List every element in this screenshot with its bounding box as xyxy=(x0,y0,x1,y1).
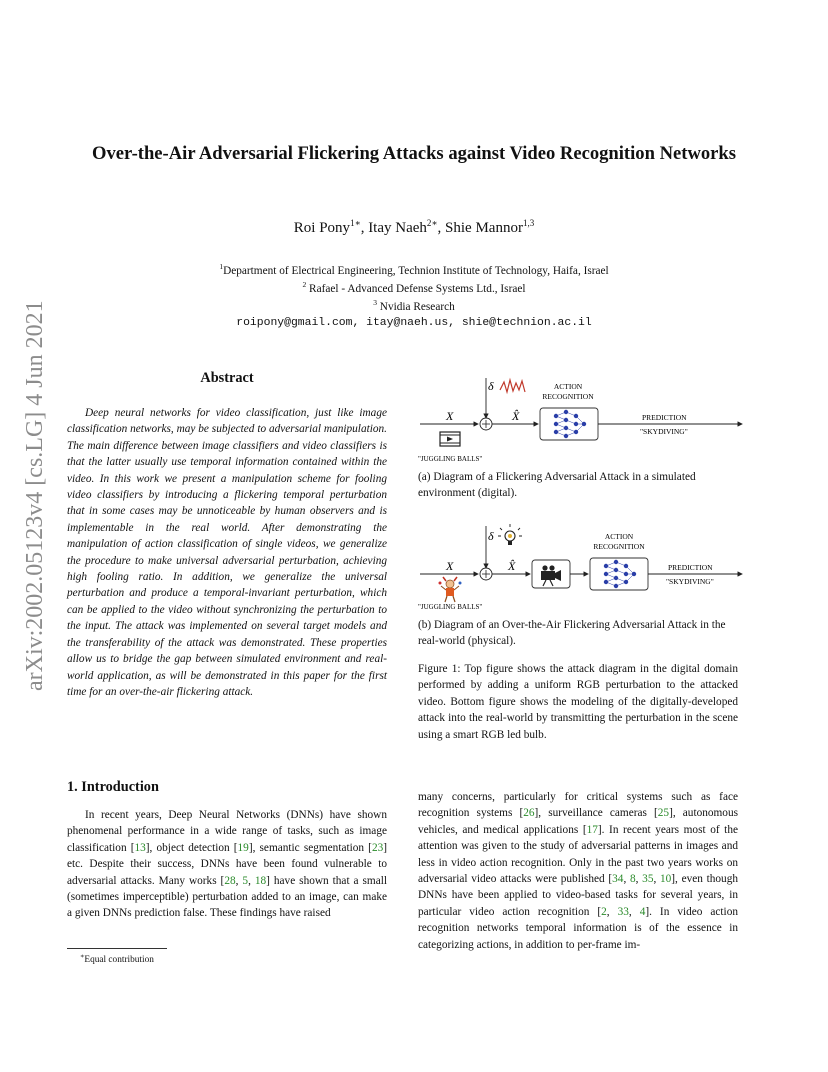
figure-caption: Figure 1: Top figure shows the attack diagram in the digital domain performed by adding a uniform RGB perturbation to the attacked video. Bottom figure shows the modeling of the digitally-developed attack into the real-world by transmitting the perturbation in the scene using a smart RGB led bulb. xyxy=(418,663,738,741)
citation-link[interactable]: 33 xyxy=(617,905,629,918)
action-recognition-box xyxy=(590,558,648,590)
input-class-label: "JUGGLING BALLS" xyxy=(418,455,483,463)
author-affiliation-mark: 1∗ xyxy=(350,218,361,228)
footnote-rule xyxy=(67,948,167,949)
input-class-label: "JUGGLING BALLS" xyxy=(418,603,483,611)
action-recognition-box xyxy=(540,408,598,440)
subcaption-b: (b) Diagram of an Over-the-Air Flickering Adversarial Attack in the real-world (physical). xyxy=(418,619,726,648)
perturbation-wave-icon xyxy=(500,380,525,392)
subcaption-a: (a) Diagram of a Flickering Adversarial Attack in a simulated environment (digital). xyxy=(418,471,696,500)
video-file-icon xyxy=(440,432,460,446)
citation-link[interactable]: 25 xyxy=(657,807,670,820)
intro-left-paragraph: In recent years, Deep Neural Networks (DNNs) have shown phenomenal performance in a wide range of tasks, such as image classification [13], object detection [19], semantic segmentation [23] etc. Despite their success, DNNs have been found vulnerable to adversarial attacks. Many works [28, 5, 18] have shown that a small (sometimes imperceptible) perturbation added to an image, can make a given DNNs prediction false. These findings have raised xyxy=(67,809,388,920)
abstract-heading: Abstract xyxy=(200,370,254,386)
lightbulb-icon xyxy=(498,524,522,545)
citation-link[interactable]: 17 xyxy=(586,823,598,836)
arxiv-identifier: arXiv:2002.05123v4 [cs.LG] 4 Jun 2021 xyxy=(22,300,48,691)
citation-link[interactable]: 18 xyxy=(254,874,267,887)
author-affiliation-mark: 2∗ xyxy=(426,218,438,228)
author-name: Itay Naeh xyxy=(368,220,427,236)
juggler-figure-icon xyxy=(439,577,462,602)
author-name: Roi Pony xyxy=(293,220,351,236)
perturbed-input-symbol: X̂ xyxy=(512,409,520,423)
affiliation-3: $^3$ Nvidia Research xyxy=(373,298,455,313)
citation-link[interactable]: 2 xyxy=(601,905,607,918)
affiliation-2: $^2$ Rafael - Advanced Defense Systems Ltd., Israel xyxy=(302,280,526,295)
citation-link[interactable]: 5 xyxy=(242,874,249,887)
citation-link[interactable]: 13 xyxy=(134,841,146,854)
input-symbol: X xyxy=(446,559,454,573)
author-name: Shie Mannor xyxy=(445,220,523,236)
abstract-text: Deep neural networks for video classification, just like image classification networks, may be subjected to adversarial manipulation. The main difference between image classifiers and video classifiers is that the latter usually use temporal information contained within the video. In this work we present a manipulation scheme for fooling video classifiers by introducing a flickering temporal perturbation that in some cases may be unnoticeable by human observers and is implementable in the real world. After demonstrating the manipulation of action classification of single videos, we generalize the procedure to make universal adversarial perturbation, achieving high fooling ratio. In addition, we generalize the universal perturbation and produce a temporal-invariant perturbation, which can be applied to the video without synchronizing the perturbation to the input. The attack was implemented on several target models and the transferability of the attack was demonstrated. These properties allow us to bridge the gap between simulated environment and real-world application, as will be demonstrated in this paper for the first time for an over-the-air flickering attack. xyxy=(67,407,387,698)
paper-title: Over-the-Air Adversarial Flickering Attacks against Video Recognition Networks xyxy=(92,143,736,164)
perturbed-input-symbol: X̂ xyxy=(508,559,516,573)
prediction-label: PREDICTION xyxy=(642,413,687,422)
input-symbol: X xyxy=(446,409,454,423)
author-emails: roipony@gmail.com, itay@naeh.us, shie@technion.ac.il xyxy=(236,317,592,329)
intro-heading: 1. Introduction xyxy=(67,779,159,795)
sum-node-icon xyxy=(480,568,492,580)
delta-symbol: δ xyxy=(488,529,494,543)
intro-right-paragraph: many concerns, particularly for critical systems such as face recognition systems [26], surveillance cameras [25], autonomous vehicles, and medical applications [17]. In recent years most of the attention was given to the study of adversarial patterns in images and less in video action recognition. Only in the past two years works on adversarial video attacks were published [34, 8, 35, 10], even though DNNs have been applied to video-based tasks for several years, in particular video action recognition [2, 33, 4]. In video action recognition networks temporal information is of the essence in categorizing actions, in addition to per-frame im- xyxy=(418,791,739,951)
prediction-value: "SKYDIVING" xyxy=(640,427,688,436)
citation-link[interactable]: 23 xyxy=(371,841,384,854)
diagram-digital-attack xyxy=(416,370,746,466)
author-list: Roi Pony$^{1∗}$, Itay Naeh$^{2∗}$, Shie Mannor$^{1,3}$ xyxy=(293,218,535,236)
recognition-label: RECOGNITION xyxy=(593,542,645,551)
prediction-value: "SKYDIVING" xyxy=(666,577,714,586)
recognition-label: RECOGNITION xyxy=(542,392,594,401)
action-label: ACTION xyxy=(553,382,583,391)
author-affiliation-mark: 1,3 xyxy=(522,218,535,228)
citation-link[interactable]: 35 xyxy=(642,873,654,886)
affiliation-1: $^1$Department of Electrical Engineering, Technion Institute of Technology, Haifa, Israel xyxy=(219,262,609,277)
citation-link[interactable]: 8 xyxy=(629,873,636,886)
citation-link[interactable]: 26 xyxy=(523,807,535,820)
sum-node-icon xyxy=(480,418,492,430)
citation-link[interactable]: 28 xyxy=(224,874,236,887)
citation-link[interactable]: 19 xyxy=(237,841,249,854)
citation-link[interactable]: 4 xyxy=(639,905,646,918)
action-label: ACTION xyxy=(604,532,634,541)
citation-link[interactable]: 10 xyxy=(660,873,672,886)
prediction-label: PREDICTION xyxy=(668,563,713,572)
diagram-physical-attack xyxy=(416,520,746,616)
citation-link[interactable]: 34 xyxy=(612,873,624,886)
footnote: ∗Equal contribution xyxy=(80,953,154,966)
delta-symbol: δ xyxy=(488,379,494,393)
